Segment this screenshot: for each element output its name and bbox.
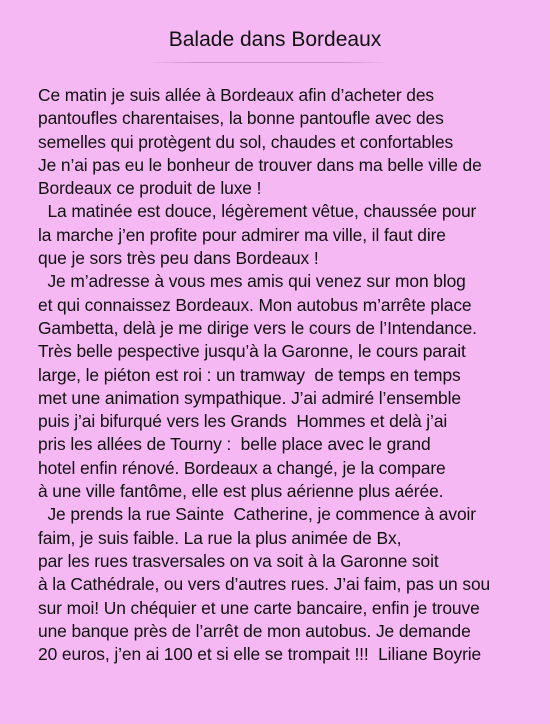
text-line: à une ville fantôme, elle est plus aérienne plus aérée. xyxy=(38,481,444,502)
text-line: par les rues trasversales on va soit à la Garonne soit xyxy=(38,550,439,571)
text-line: puis j’ai bifurqué vers les Grands Hommes et delà j’ai xyxy=(38,411,448,432)
text-line: 20 euros, j’en ai 100 et si elle se trompait !!! Liliane Boyrie xyxy=(38,644,482,665)
text-line: une banque près de l’arrêt de mon autobus. Je demande xyxy=(38,620,471,641)
text-line: faim, je suis faible. La rue la plus animée de Bx, xyxy=(38,527,402,548)
title-divider xyxy=(148,62,388,63)
text-line: pantoufles charentaises, la bonne pantoufle avec des xyxy=(38,108,444,129)
text-line: la marche j’en profite pour admirer ma ville, il faut dire xyxy=(38,224,446,245)
article-body xyxy=(38,84,548,666)
page-title: Balade dans Bordeaux xyxy=(168,28,382,51)
text-line: et qui connaissez Bordeaux. Mon autobus m’arrête place xyxy=(38,294,472,315)
text-line: Bordeaux ce produit de luxe ! xyxy=(38,178,262,199)
text-line: que je sors très peu dans Bordeaux ! xyxy=(38,248,319,269)
text-line: Je prends la rue Sainte Catherine, je commence à avoir xyxy=(38,504,476,525)
text-line: Très belle pespective jusqu’à la Garonne, le cours parait xyxy=(38,341,466,362)
text-line: sur moi! Un chéquier et une carte bancaire, enfin je trouve xyxy=(38,597,480,618)
text-line: Ce matin je suis allée à Bordeaux afin d’acheter des xyxy=(38,85,434,105)
text-line: semelles qui protègent du sol, chaudes et confortables xyxy=(38,131,454,152)
text-line: à la Cathédrale, ou vers d’autres rues. J’ai faim, pas un sou xyxy=(38,574,491,595)
text-line: Je n’ai pas eu le bonheur de trouver dans ma belle ville de xyxy=(38,154,482,175)
text-line: pris les allées de Tourny : belle place avec le grand xyxy=(38,434,431,455)
text-line: Je m’adresse à vous mes amis qui venez sur mon blog xyxy=(38,271,466,292)
text-line: La matinée est douce, légèrement vêtue, chaussée pour xyxy=(38,201,477,222)
text-line: large, le piéton est roi : un tramway de temps en temps xyxy=(38,364,461,385)
text-line: hotel enfin rénové. Bordeaux a changé, je la compare xyxy=(38,457,446,478)
text-line: met une animation sympathique. J’ai admiré l’ensemble xyxy=(38,387,461,408)
text-line: Gambetta, delà je me dirige vers le cours de l’Intendance. xyxy=(38,317,477,338)
